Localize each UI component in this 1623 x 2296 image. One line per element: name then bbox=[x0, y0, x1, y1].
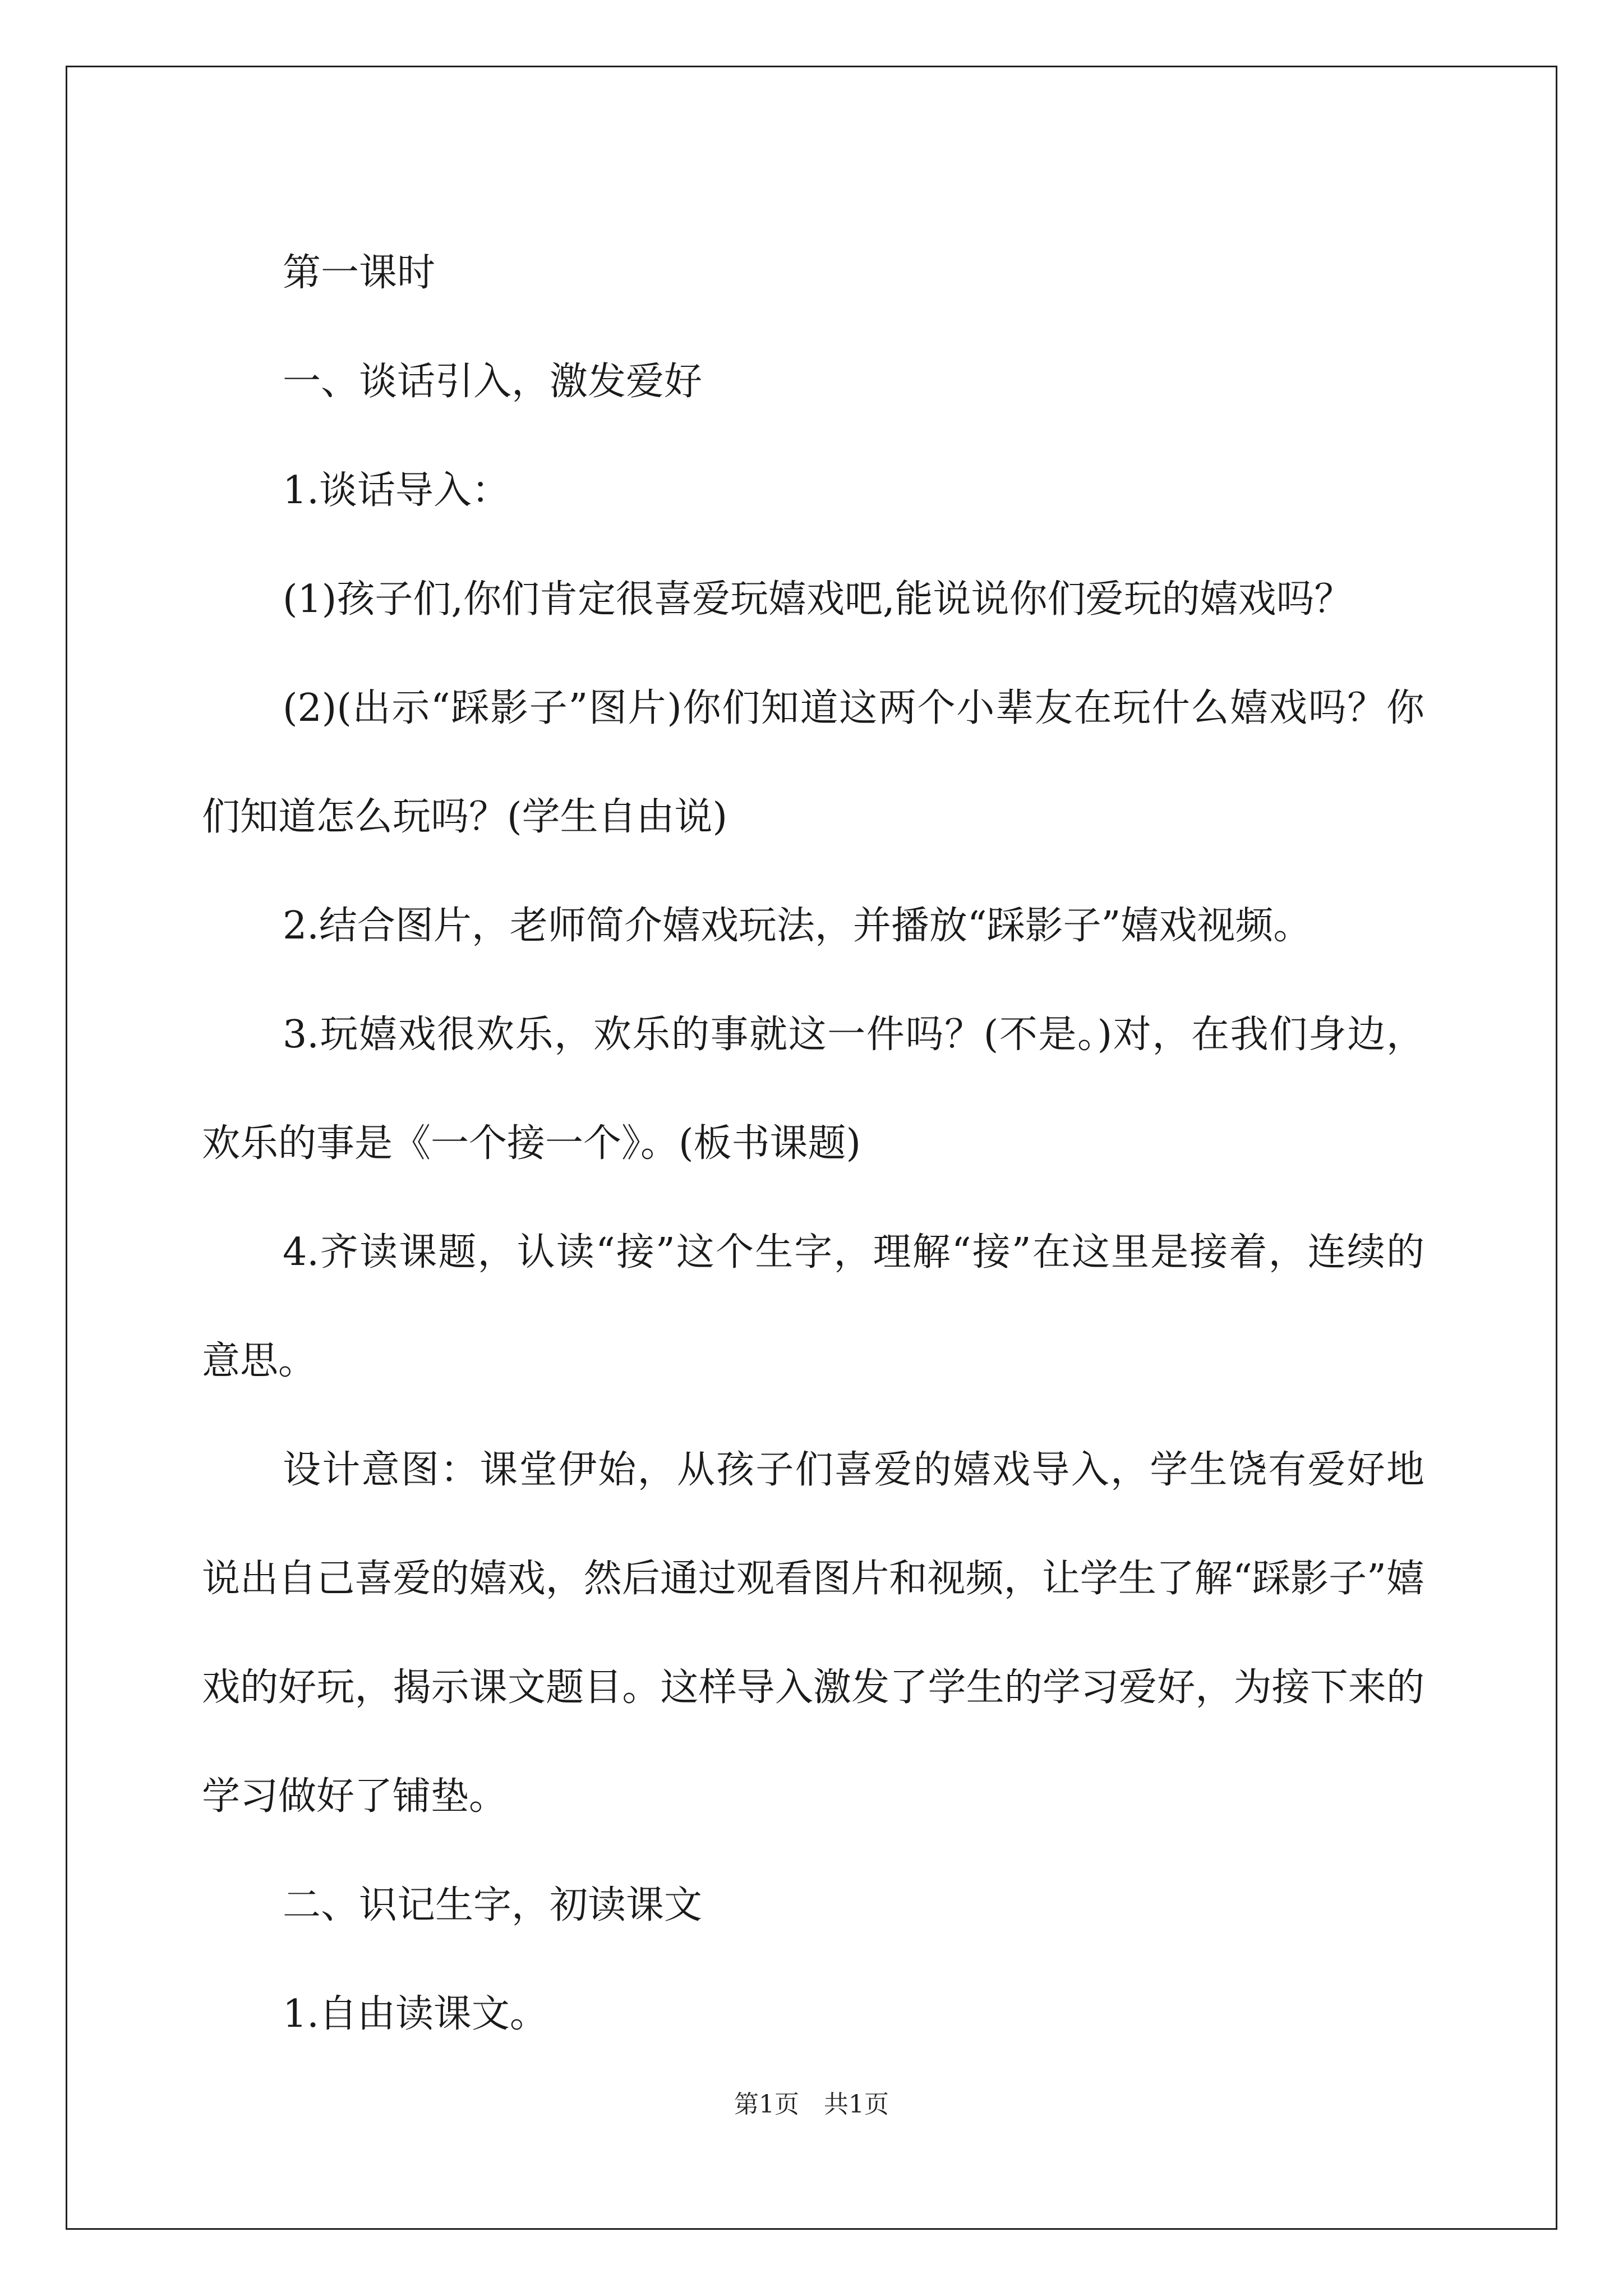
paragraph: 2.结合图片，老师简介嬉戏玩法，并播放“踩影子”嬉戏视频。 bbox=[283, 904, 1312, 948]
paragraph: 3.玩嬉戏很欢乐，欢乐的事就这一件吗？(不是。)对，在我们身边，欢乐的事是《一个接一个》。(板书课题) bbox=[202, 1013, 1424, 1166]
paragraph: 第一课时 bbox=[283, 251, 436, 295]
section-heading: 二、识记生字，初读课文 bbox=[283, 1883, 703, 1927]
paragraph: 1.自由读课文。 bbox=[283, 1992, 548, 2036]
page-number-footer: 第1页 共1页 bbox=[734, 2090, 889, 2119]
paragraph: 4.齐读课题，认读“接”这个生字，理解“接”在这里是接着，连续的意思。 bbox=[202, 1230, 1424, 1383]
paragraph: 1.谈话导入： bbox=[283, 468, 510, 513]
document-body bbox=[202, 219, 1424, 2069]
paragraph: (1)孩子们,你们肯定很喜爱玩嬉戏吧,能说说你们爱玩的嬉戏吗？ bbox=[283, 577, 1353, 622]
design-intent-paragraph: 设计意图：课堂伊始，从孩子们喜爱的嬉戏导入，学生饶有爱好地说出自己喜爱的嬉戏，然后通过观看图片和视频，让学生了解“踩影子”嬉戏的好玩，揭示课文题目。这样导入激发了学生的学习爱好，为接下来的学习做好了铺垫。 bbox=[202, 1448, 1424, 1819]
paragraph: (2)(出示“踩影子”图片)你们知道这两个小辈友在玩什么嬉戏吗？你们知道怎么玩吗？(学生自由说) bbox=[202, 686, 1424, 839]
section-heading: 一、谈话引入，激发爱好 bbox=[283, 360, 703, 404]
